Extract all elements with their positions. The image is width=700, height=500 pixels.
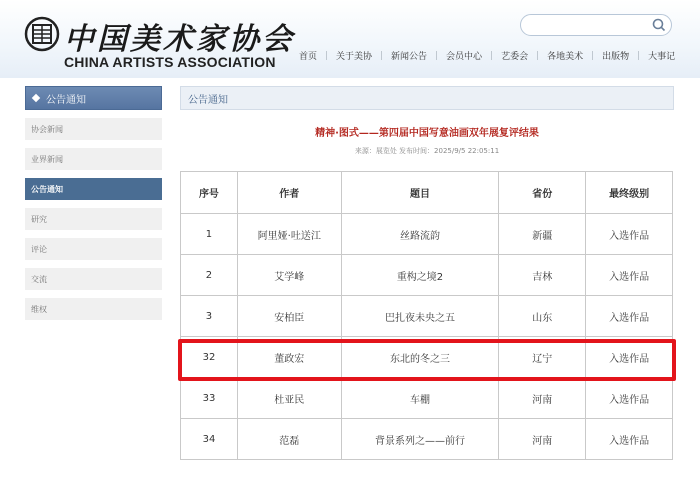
logo-chinese-title: 中国美术家协会: [64, 22, 295, 57]
association-emblem-icon: [24, 16, 60, 52]
sidebar-item-announcements[interactable]: 公告通知: [25, 178, 162, 200]
search-icon[interactable]: [651, 17, 667, 33]
nav-item-members[interactable]: 会员中心: [446, 51, 483, 62]
table-row-highlighted: [181, 337, 673, 378]
logo-english-title: CHINA ARTISTS ASSOCIATION: [64, 54, 276, 70]
cell-province: 辽宁: [499, 337, 586, 378]
main-nav: [290, 48, 684, 62]
cell-author: 安柏臣: [237, 296, 341, 337]
nav-item-regional[interactable]: 各地美术: [547, 51, 584, 62]
sidebar-item-research[interactable]: 研究: [25, 208, 162, 230]
sidebar-header: [25, 86, 162, 110]
nav-item-news[interactable]: 新闻公告: [391, 51, 428, 62]
cell-level: 入选作品: [586, 419, 673, 460]
cell-province: 河南: [499, 378, 586, 419]
cell-level: 入选作品: [586, 255, 673, 296]
section-title: 公告通知: [180, 86, 674, 110]
sidebar-item-association-news[interactable]: 协会新闻: [25, 118, 162, 140]
cell-author: 范磊: [237, 419, 341, 460]
column-header-province: 省份: [499, 172, 586, 214]
search-input[interactable]: [520, 14, 672, 36]
cell-province: 河南: [499, 419, 586, 460]
table-row: [181, 214, 673, 255]
column-header-number: 序号: [181, 172, 238, 214]
cell-number: 34: [181, 419, 238, 460]
cell-author: 董政宏: [237, 337, 341, 378]
site-logo[interactable]: [24, 14, 295, 70]
article-title: 精神·图式——第四届中国写意油画双年展复评结果: [315, 128, 539, 139]
nav-item-events[interactable]: 大事记: [648, 51, 676, 62]
table-header-row: [181, 172, 673, 214]
article-meta: 来源：展览处 发布时间：2025/9/5 22:05:11: [354, 147, 500, 155]
cell-level: 入选作品: [586, 378, 673, 419]
cell-level: 入选作品: [586, 214, 673, 255]
cell-number: 2: [181, 255, 238, 296]
table-row: [181, 255, 673, 296]
cell-title: 车棚: [341, 378, 499, 419]
cell-title: 重构之境2: [341, 255, 499, 296]
table-row: [181, 378, 673, 419]
cell-number: 33: [181, 378, 238, 419]
nav-item-committee[interactable]: 艺委会: [501, 51, 529, 62]
column-header-title: 题目: [341, 172, 499, 214]
cell-title: 背景系列之——前行: [341, 419, 499, 460]
sidebar-item-exchange[interactable]: 交流: [25, 268, 162, 290]
diamond-bullet-icon: [32, 94, 40, 102]
results-table: [180, 171, 673, 460]
cell-author: 艾学峰: [237, 255, 341, 296]
sidebar-item-rights[interactable]: 维权: [25, 298, 162, 320]
table-row: [181, 419, 673, 460]
cell-number: 3: [181, 296, 238, 337]
nav-item-home[interactable]: 首页: [299, 51, 318, 62]
nav-item-about[interactable]: 关于美协: [336, 51, 373, 62]
sidebar-menu: [25, 118, 162, 320]
sidebar: [25, 86, 162, 320]
cell-title: 丝路流韵: [341, 214, 499, 255]
site-header: [0, 0, 700, 78]
cell-level: 入选作品: [586, 296, 673, 337]
column-header-author: 作者: [237, 172, 341, 214]
column-header-final-level: 最终级别: [586, 172, 673, 214]
sidebar-title: 公告通知: [46, 94, 86, 106]
cell-author: 杜亚民: [237, 378, 341, 419]
cell-province: 新疆: [499, 214, 586, 255]
sidebar-item-industry-news[interactable]: 业界新闻: [25, 148, 162, 170]
cell-author: 阿里娅·吐送江: [237, 214, 341, 255]
cell-level: 入选作品: [586, 337, 673, 378]
main-content: [180, 86, 674, 447]
cell-province: 山东: [499, 296, 586, 337]
cell-province: 吉林: [499, 255, 586, 296]
nav-item-publications[interactable]: 出版物: [602, 51, 630, 62]
cell-number: 32: [181, 337, 238, 378]
cell-number: 1: [181, 214, 238, 255]
cell-title: 东北的冬之三: [341, 337, 499, 378]
table-row: [181, 296, 673, 337]
cell-title: 巴扎夜未央之五: [341, 296, 499, 337]
sidebar-item-review[interactable]: 评论: [25, 238, 162, 260]
